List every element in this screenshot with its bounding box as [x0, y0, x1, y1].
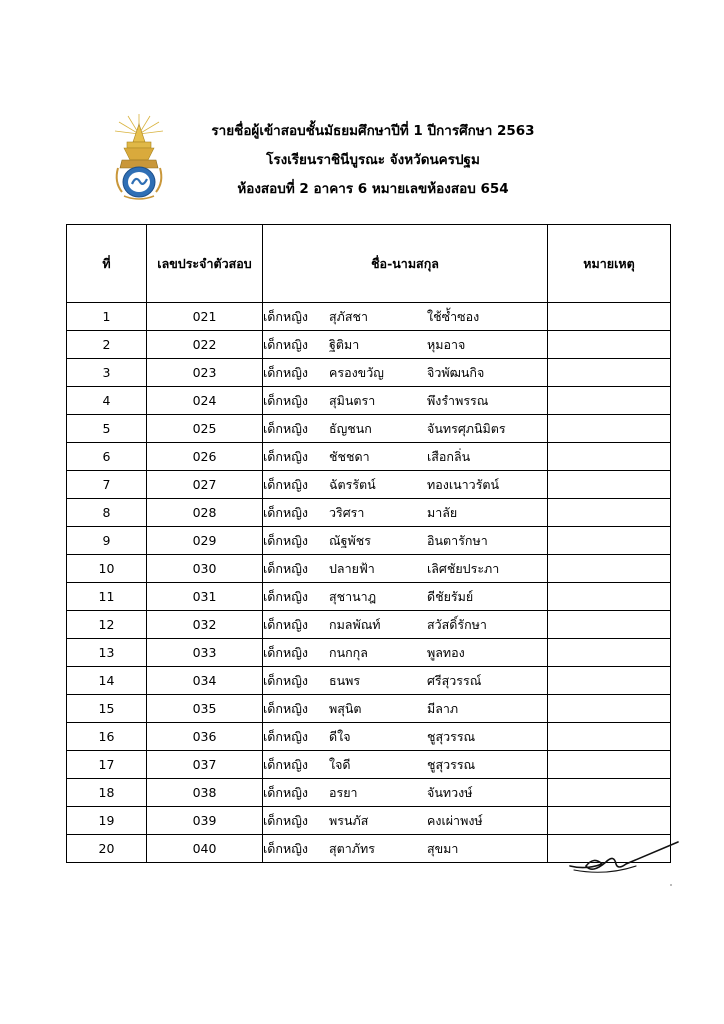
name-title: เด็กหญิง: [263, 420, 308, 436]
first-name: พสุนิต: [329, 700, 362, 716]
remark: [548, 751, 671, 779]
full-name: [263, 499, 548, 527]
table-row: [67, 779, 671, 807]
table-row: [67, 303, 671, 331]
first-name: กมลพัณท์: [329, 616, 381, 632]
name-title: เด็กหญิง: [263, 840, 308, 856]
row-number: 3: [67, 359, 147, 387]
table-header-row: [67, 225, 671, 303]
first-name: วริศรา: [329, 504, 365, 520]
last-name: มีลาภ: [427, 700, 459, 716]
row-number: 2: [67, 331, 147, 359]
table-row: [67, 499, 671, 527]
full-name: [263, 695, 548, 723]
row-number: 17: [67, 751, 147, 779]
header-no: ที่: [67, 225, 147, 303]
name-title: เด็กหญิง: [263, 336, 308, 352]
exam-id: 035: [147, 695, 263, 723]
document-header: [0, 0, 724, 210]
table-row: [67, 471, 671, 499]
exam-id: 022: [147, 331, 263, 359]
table-body: [67, 303, 671, 863]
table-row: [67, 723, 671, 751]
name-title: เด็กหญิง: [263, 448, 308, 464]
row-number: 20: [67, 835, 147, 863]
full-name: [263, 835, 548, 863]
name-title: เด็กหญิง: [263, 700, 308, 716]
row-number: 19: [67, 807, 147, 835]
row-number: 12: [67, 611, 147, 639]
last-name: จิวพัฒนกิจ: [427, 364, 485, 380]
first-name: ใจดี: [329, 756, 351, 772]
last-name: เสือกลิ่น: [427, 448, 471, 464]
name-title: เด็กหญิง: [263, 364, 308, 380]
row-number: 5: [67, 415, 147, 443]
full-name: [263, 471, 548, 499]
last-name: ดีชัยรัมย์: [427, 588, 474, 604]
exam-id: 029: [147, 527, 263, 555]
exam-id: 034: [147, 667, 263, 695]
header-remark: หมายเหตุ: [548, 225, 671, 303]
first-name: อรยา: [329, 784, 358, 800]
table-row: [67, 415, 671, 443]
first-name: ธัญชนก: [329, 420, 372, 436]
document-title: รายชื่อผู้เข้าสอบชั้นมัธยมศึกษาปีที่ 1 ปีการศึกษา 2563: [211, 123, 535, 139]
full-name: [263, 807, 548, 835]
name-title: เด็กหญิง: [263, 784, 308, 800]
header-full-name: ชื่อ-นามสกุล: [263, 225, 548, 303]
table-row: [67, 583, 671, 611]
first-name: สุมินตรา: [329, 392, 376, 408]
remark: [548, 639, 671, 667]
row-number: 6: [67, 443, 147, 471]
exam-id: 025: [147, 415, 263, 443]
name-title: เด็กหญิง: [263, 672, 308, 688]
last-name: สุขมา: [427, 840, 459, 856]
full-name: [263, 751, 548, 779]
first-name: ฉัตรรัตน์: [329, 476, 376, 492]
first-name: สุภัสชา: [329, 308, 369, 324]
last-name: ทองเนาวรัตน์: [427, 476, 500, 492]
full-name: [263, 583, 548, 611]
exam-id: 023: [147, 359, 263, 387]
school-name: โรงเรียนราชินีบูรณะ จังหวัดนครปฐม: [266, 152, 480, 168]
remark: [548, 527, 671, 555]
remark: [548, 807, 671, 835]
row-number: 14: [67, 667, 147, 695]
header-titles: [0, 117, 724, 204]
row-number: 8: [67, 499, 147, 527]
remark: [548, 667, 671, 695]
table-row: [67, 359, 671, 387]
row-number: 15: [67, 695, 147, 723]
remark: [548, 471, 671, 499]
exam-id: 026: [147, 443, 263, 471]
exam-id: 032: [147, 611, 263, 639]
table-row: [67, 807, 671, 835]
last-name: มาลัย: [427, 504, 458, 520]
name-title: เด็กหญิง: [263, 812, 308, 828]
table-row: [67, 443, 671, 471]
remark: [548, 779, 671, 807]
first-name: กนกกุล: [329, 644, 368, 660]
first-name: สุชานาฎ: [329, 588, 377, 604]
remark: [548, 723, 671, 751]
name-title: เด็กหญิง: [263, 616, 308, 632]
last-name: หุมอาจ: [427, 336, 466, 352]
table-row: [67, 667, 671, 695]
exam-id: 031: [147, 583, 263, 611]
table-row: [67, 331, 671, 359]
table-row: [67, 527, 671, 555]
exam-id: 028: [147, 499, 263, 527]
table-row: [67, 695, 671, 723]
last-name: ชูสุวรรณ: [427, 728, 476, 744]
remark: [548, 359, 671, 387]
full-name: [263, 527, 548, 555]
row-number: 10: [67, 555, 147, 583]
full-name: [263, 415, 548, 443]
name-title: เด็กหญิง: [263, 588, 308, 604]
exam-id: 037: [147, 751, 263, 779]
row-number: 1: [67, 303, 147, 331]
full-name: [263, 639, 548, 667]
last-name: จันทวงษ์: [427, 784, 473, 800]
last-name: เลิศชัยประภา: [427, 560, 500, 576]
table-row: [67, 611, 671, 639]
table-row: [67, 751, 671, 779]
candidate-table: [66, 224, 671, 863]
name-title: เด็กหญิง: [263, 560, 308, 576]
table-row: [67, 555, 671, 583]
name-title: เด็กหญิง: [263, 728, 308, 744]
table-row: [67, 639, 671, 667]
table-row: [67, 387, 671, 415]
full-name: [263, 723, 548, 751]
full-name: [263, 611, 548, 639]
exam-id: 030: [147, 555, 263, 583]
full-name: [263, 331, 548, 359]
full-name: [263, 667, 548, 695]
last-name: ศรีสุวรรณ์: [427, 672, 482, 688]
remark: [548, 611, 671, 639]
full-name: [263, 387, 548, 415]
row-number: 13: [67, 639, 147, 667]
header-exam-id: เลขประจำตัวสอบ: [147, 225, 263, 303]
full-name: [263, 779, 548, 807]
name-title: เด็กหญิง: [263, 532, 308, 548]
first-name: ชัชชดา: [329, 448, 370, 464]
name-title: เด็กหญิง: [263, 392, 308, 408]
last-name: สวัสดิ์รักษา: [427, 616, 487, 632]
first-name: ฐิติมา: [329, 336, 360, 352]
name-title: เด็กหญิง: [263, 756, 308, 772]
row-number: 11: [67, 583, 147, 611]
name-title: เด็กหญิง: [263, 308, 308, 324]
first-name: ครองขวัญ: [329, 364, 384, 380]
last-name: ชูสุวรรณ: [427, 756, 476, 772]
exam-id: 038: [147, 779, 263, 807]
row-number: 16: [67, 723, 147, 751]
exam-id: 040: [147, 835, 263, 863]
row-number: 7: [67, 471, 147, 499]
signature: [566, 836, 684, 880]
row-number: 18: [67, 779, 147, 807]
exam-id: 024: [147, 387, 263, 415]
first-name: พรนภัส: [329, 812, 369, 828]
exam-id: 027: [147, 471, 263, 499]
full-name: [263, 555, 548, 583]
remark: [548, 499, 671, 527]
full-name: [263, 443, 548, 471]
first-name: ณัฐพัชร: [329, 532, 371, 548]
remark: [548, 555, 671, 583]
full-name: [263, 303, 548, 331]
exam-room-info: ห้องสอบที่ 2 อาคาร 6 หมายเลขห้องสอบ 654: [237, 181, 509, 197]
remark: [548, 695, 671, 723]
exam-id: 021: [147, 303, 263, 331]
first-name: สุตาภัทร: [329, 840, 375, 856]
last-name: คงเผ่าพงษ์: [427, 812, 483, 828]
remark: [548, 331, 671, 359]
exam-id: 039: [147, 807, 263, 835]
last-name: พูลทอง: [427, 644, 465, 660]
remark: [548, 415, 671, 443]
last-name: จันทรศุภนิมิตร: [427, 420, 506, 436]
remark: [548, 387, 671, 415]
name-title: เด็กหญิง: [263, 504, 308, 520]
name-title: เด็กหญิง: [263, 644, 308, 660]
remark: [548, 583, 671, 611]
remark: [548, 443, 671, 471]
row-number: 4: [67, 387, 147, 415]
name-title: เด็กหญิง: [263, 476, 308, 492]
last-name: อินตารักษา: [427, 532, 488, 548]
row-number: 9: [67, 527, 147, 555]
first-name: ปลายฟ้า: [329, 560, 375, 576]
full-name: [263, 359, 548, 387]
exam-id: 033: [147, 639, 263, 667]
last-name: ใช้ซ้ำซอง: [427, 308, 480, 324]
scan-speck: [670, 884, 672, 886]
last-name: พึงรำพรรณ: [427, 392, 489, 408]
first-name: ดีใจ: [329, 728, 351, 744]
exam-id: 036: [147, 723, 263, 751]
remark: [548, 303, 671, 331]
first-name: ธนพร: [329, 672, 361, 688]
